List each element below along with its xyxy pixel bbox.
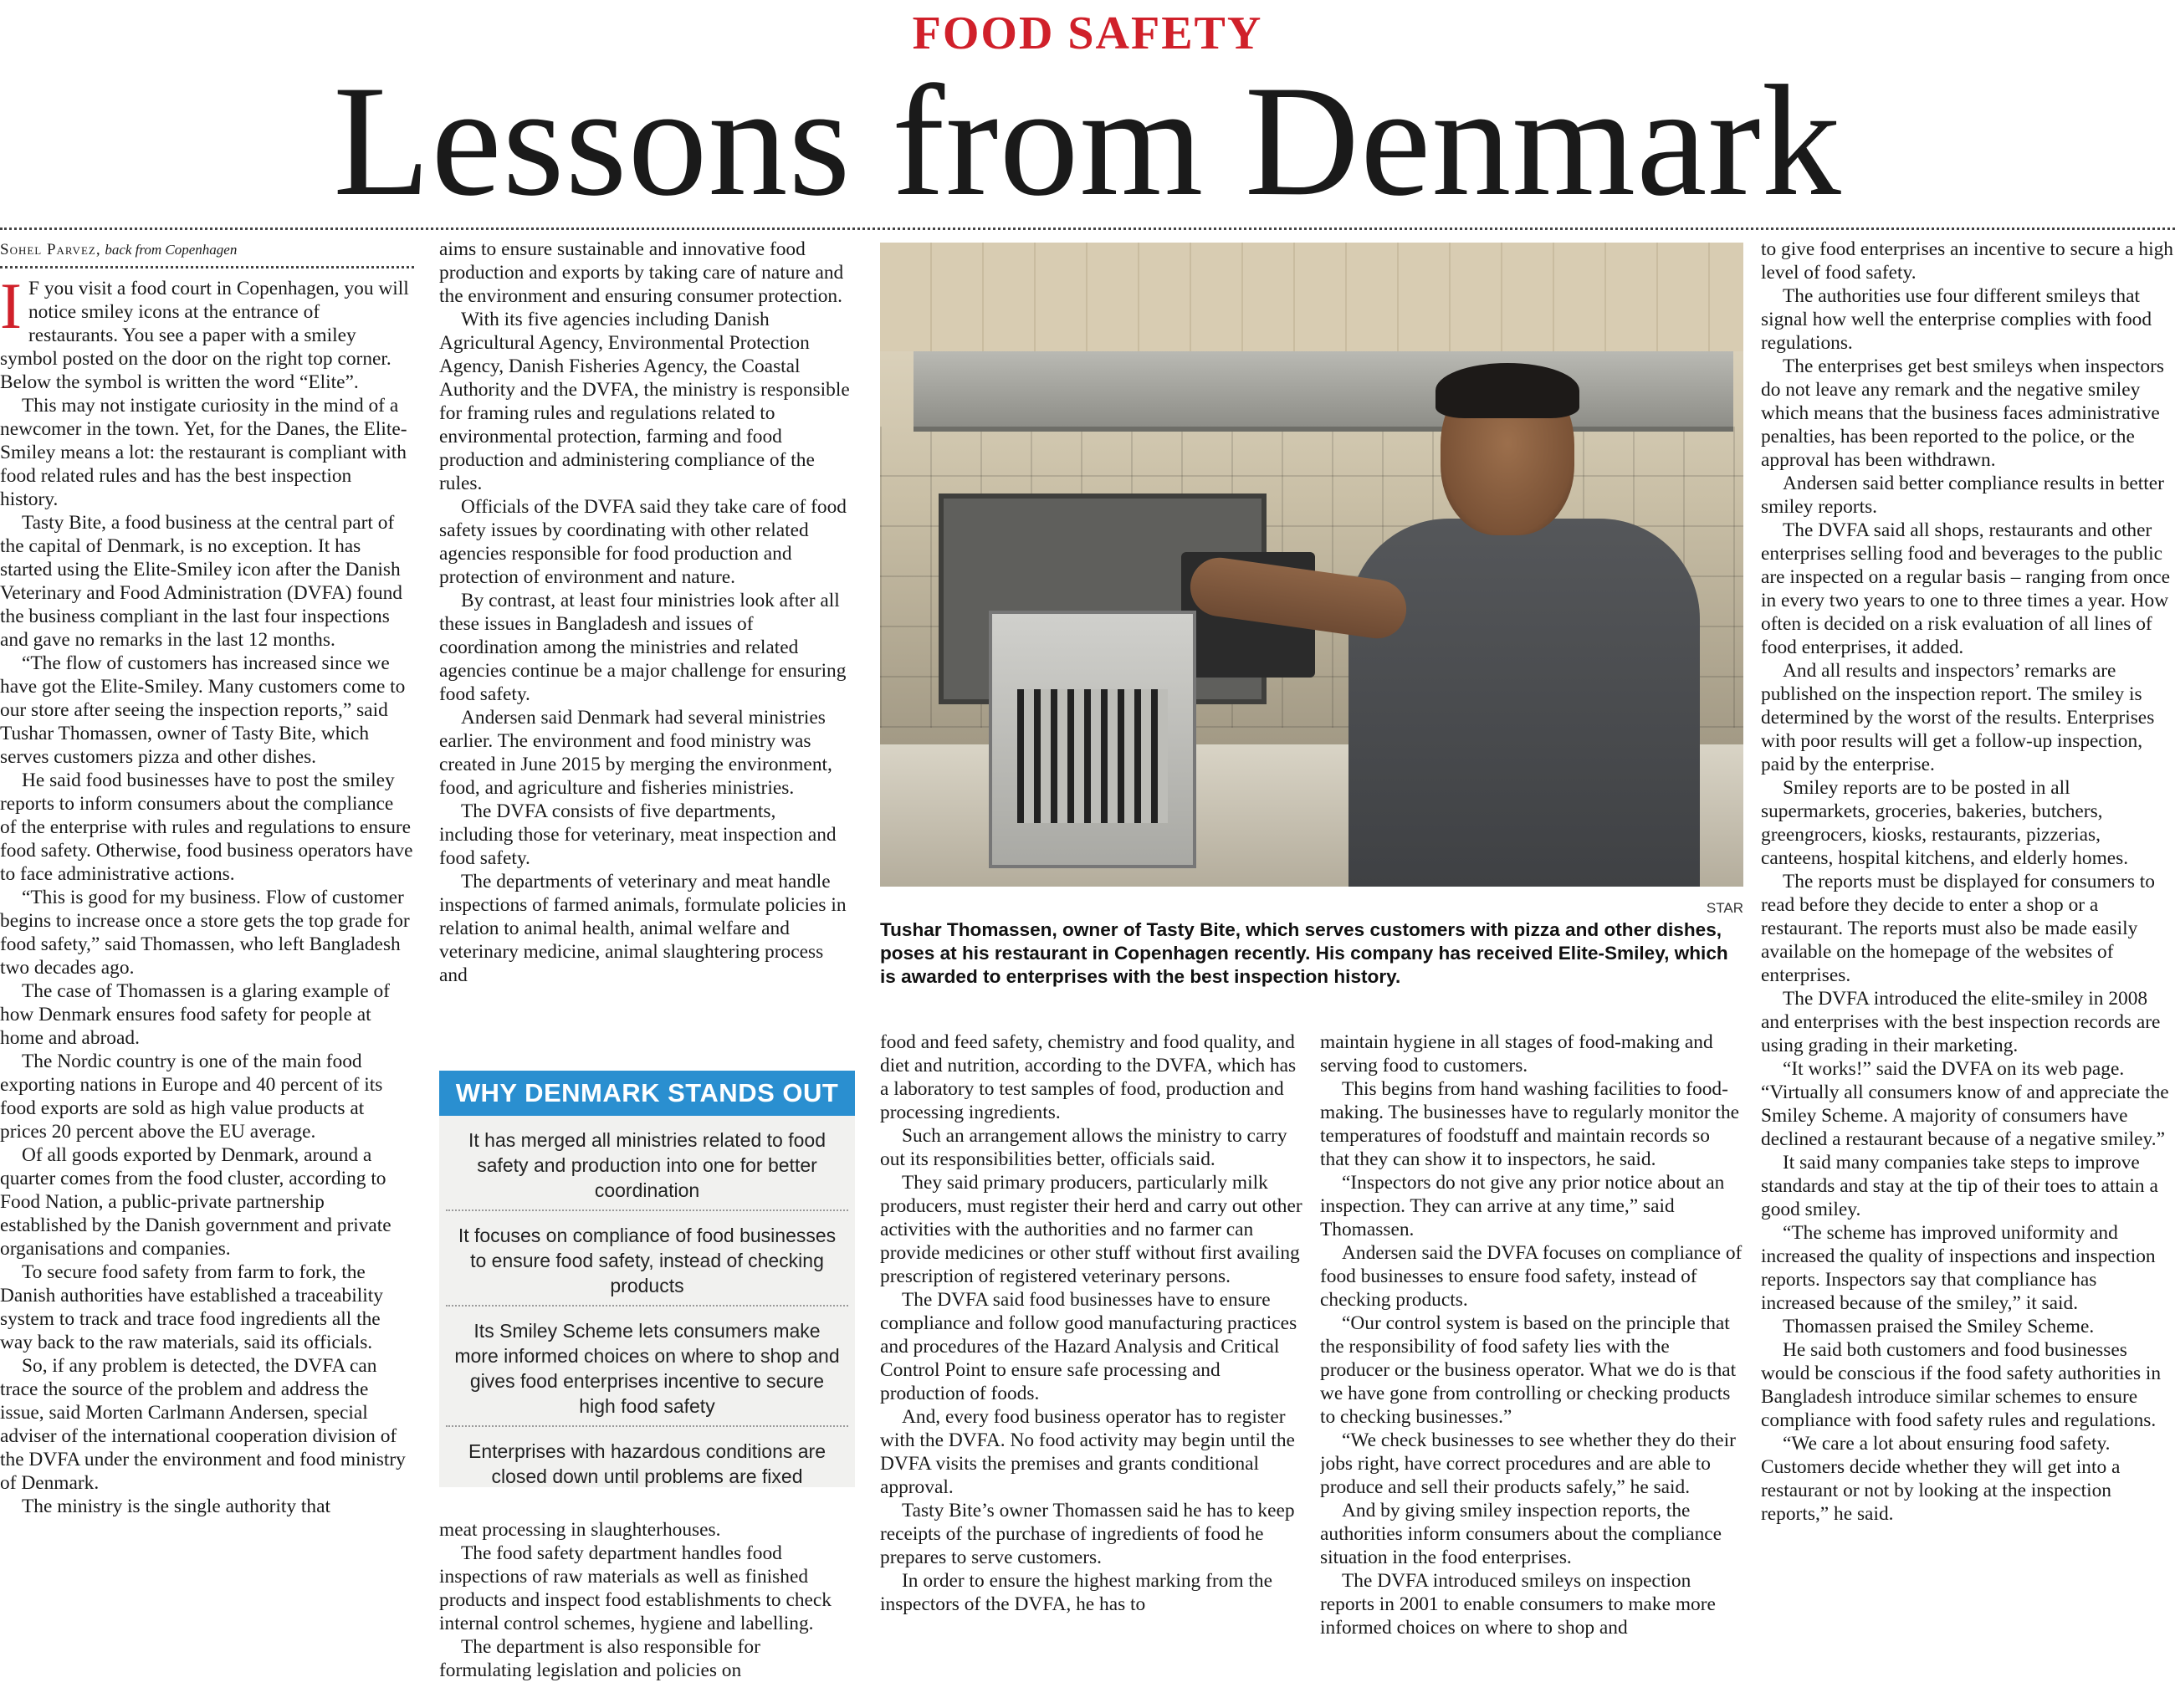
article-paragraph: The authorities use four different smileys that signal how well the enterprise complies with food regulations. — [1761, 285, 2152, 354]
sidebar-item: It has merged all ministries related to food safety and production into one for better coordination — [446, 1121, 848, 1211]
article-paragraph: And, every food business operator has to register with the DVFA. No food activity may begin until the DVFA visits the premises and grants conditional approval. — [880, 1406, 1295, 1498]
article-paragraph: To secure food safety from farm to fork, the Danish authorities have established a traceability system to track and trace food ingredients all the way back to the raw materials, said its officials. — [0, 1261, 383, 1353]
column-2-body — [439, 238, 853, 987]
article-paragraph: The DVFA consists of five departments, including those for veterinary, meat inspection and food safety. — [439, 800, 837, 869]
column-3 — [880, 1030, 1302, 1703]
article-paragraph: The case of Thomassen is a glaring example of how Denmark ensures food safety for people at home and abroad. — [0, 980, 390, 1049]
column-5 — [1761, 238, 2175, 1703]
article-paragraph: food and feed safety, chemistry and food quality, and diet and nutrition, according to the DVFA, which has a laboratory to test samples of food, production and processing ingredients. — [880, 1031, 1297, 1123]
section-kicker: FOOD SAFETY — [912, 8, 1263, 59]
article-paragraph: The departments of veterinary and meat handle inspections of farmed animals, formulate policies in relation to animal health, animal welfare and veterinary medicine, animal slaughtering process and — [439, 871, 847, 986]
article-paragraph: “This is good for my business. Flow of customer begins to increase once a store gets the top grade for food safety,” said Thomassen, who left Bangladesh two decades ago. — [0, 887, 410, 979]
article-paragraph: This begins from hand washing facilities to food-making. The businesses have to regularly monitor the temperatures of foodstuff and maintain records so that they can show it to inspectors, he said. — [1320, 1078, 1740, 1170]
why-denmark-sidebar — [439, 1071, 855, 1487]
article-paragraph: The ministry is the single authority that — [22, 1496, 330, 1517]
article-paragraph: “The scheme has improved uniformity and increased the quality of inspections and inspection reports. Inspectors say that compliance has increased because of the smiley,” it said. — [1761, 1222, 2156, 1314]
article-paragraph: This may not instigate curiosity in the mind of a newcomer in the town. Yet, for the Danes, the Elite-Smiley means a lot: the restaurant is compliant with food related rules and has the best inspection history. — [0, 395, 407, 510]
byline-name: Sohel Parvez, — [0, 241, 101, 258]
photo-wall — [880, 243, 1743, 351]
sidebar-item: Enterprises with hazardous conditions are closed down until problems are fixed — [468, 1440, 826, 1487]
sidebar-item: Its Smiley Scheme lets consumers make more informed choices on where to shop and gives food enterprises incentive to secure high food safety — [446, 1312, 848, 1427]
column-5-body — [1761, 238, 2175, 1526]
article-paragraph: “The flow of customers has increased since we have got the Elite-Smiley. Many customers come to our store after seeing the inspection reports,” said Tushar Thomassen, owner of Tasty Bite, which serves customers pizza and other dishes. — [0, 652, 406, 768]
article-paragraph: So, if any problem is detected, the DVFA can trace the source of the problem and address the issue, said Morten Carlmann Andersen, special adviser of the international cooperation division of the DVFA under the environment and food ministry of Denmark. — [0, 1355, 406, 1494]
column-2-bottom-body — [439, 1518, 853, 1682]
article-paragraph: In order to ensure the highest marking from the inspectors of the DVFA, he has to — [880, 1570, 1272, 1615]
article-paragraph: The DVFA introduced the elite-smiley in 2008 and enterprises with the best inspection records are using grading in their marketing. — [1761, 988, 2161, 1056]
restaurant-photo — [880, 243, 1743, 887]
article-paragraph: And all results and inspectors’ remarks are published on the inspection report. The smiley is determined by the worst of the results. Enterprises with poor results will get a follow-up inspection, paid by the enterprise. — [1761, 660, 2155, 775]
article-paragraph: He said food businesses have to post the smiley reports to inform consumers about the compliance of the enterprise with rules and regulations to ensure food safety. Otherwise, food business operators have to face administrative actions. — [0, 770, 413, 885]
article-paragraph: The DVFA introduced smileys on inspection reports in 2001 to enable consumers to make more informed choices on where to shop and — [1320, 1570, 1716, 1639]
photo-person — [1348, 368, 1700, 887]
byline-rule — [0, 266, 414, 268]
drop-cap: I — [0, 269, 22, 342]
article-paragraph: They said primary producers, particularly milk producers, must register their herd and carry out other activities with the authorities and no farmer can provide medicines or other stuff without first availing prescription of registered veterinary persons. — [880, 1172, 1302, 1287]
article-paragraph: Tasty Bite, a food business at the central part of the capital of Denmark, is no exception. It has started using the Elite-Smiley icon after the Danish Veterinary and Food Administration (DVFA) found the business compliant in the last four inspections and gave no remarks in the last 12 months. — [0, 512, 402, 651]
article-paragraph: The reports must be displayed for consumers to read before they decide to enter a shop or a restaurant. The reports must also be made easily available on the homepage of the websites of enterprises. — [1761, 871, 2155, 986]
article-paragraph: Andersen said better compliance results in better smiley reports. — [1761, 473, 2164, 518]
article-paragraph: And by giving smiley inspection reports, the authorities inform consumers about the compliance situation in the food enterprises. — [1320, 1500, 1722, 1568]
column-4-body — [1320, 1030, 1743, 1639]
photo-caption: Tushar Thomassen, owner of Tasty Bite, which serves customers with pizza and other dishes, poses at his restaurant in Copenhagen recently. His company has received Elite-Smiley, which is awarded to enterprises with the best inspection history. — [880, 919, 1728, 987]
article-paragraph: It said many companies take steps to improve standards and stay at the tip of their toes to attain a good smiley. — [1761, 1152, 2158, 1220]
headline: Lessons from Denmark — [333, 54, 1842, 229]
headline-rule — [0, 228, 2175, 230]
sidebar-title: WHY DENMARK STANDS OUT — [439, 1071, 855, 1116]
article-paragraph: I F you visit a food court in Copenhagen, you will notice smiley icons at the entrance of restaurants. You see a paper with a smiley symbol posted on the door on the right top corner. Below the symbol is written the word “Elite”. — [0, 269, 409, 393]
column-4 — [1320, 1030, 1743, 1703]
photo-pizza-machine — [989, 611, 1196, 868]
article-paragraph: “We care a lot about ensuring food safety. Customers decide whether they will get into a restaurant or not by looking at the inspection reports,” he said. — [1761, 1433, 2121, 1525]
article-paragraph: Andersen said Denmark had several ministries earlier. The environment and food ministry was created in June 2015 by merging the environment, food, and agriculture and fisheries ministries. — [439, 707, 832, 799]
article-paragraph: “It works!” said the DVFA on its web page. “Virtually all consumers know of and appreciate the Smiley Scheme. A majority of consumers have declined a restaurant because of a negative smiley.” — [1761, 1058, 2169, 1150]
article-paragraph: Thomassen praised the Smiley Scheme. — [1783, 1316, 2095, 1337]
article-paragraph: Andersen said the DVFA focuses on compliance of food businesses to ensure food safety, instead of checking products. — [1320, 1242, 1743, 1311]
article-paragraph: “Our control system is based on the principle that the responsibility of food safety lies with the producer or the business operator. What we do is that we have gone from controlling or checking products to checking businesses.” — [1320, 1312, 1737, 1428]
article-paragraph: The department is also responsible for formulating legislation and policies on — [439, 1636, 760, 1681]
article-paragraph: Such an arrangement allows the ministry to carry out its responsibilities better, officials said. — [880, 1125, 1287, 1170]
article-paragraph: Smiley reports are to be posted in all supermarkets, groceries, bakeries, butchers, greengrocers, kiosks, restaurants, pizzerias, canteens, hospital kitchens, and elderly homes. — [1761, 777, 2129, 869]
article-paragraph: meat processing in slaughterhouses. — [439, 1519, 721, 1541]
article-paragraph: Of all goods exported by Denmark, around a quarter comes from the food cluster, according to Food Nation, a public-private partnership established by the Danish government and private organisations and companies. — [0, 1144, 392, 1260]
sidebar-item: It focuses on compliance of food businesses to ensure food safety, instead of checking products — [446, 1216, 848, 1307]
article-paragraph: The enterprises get best smileys when inspectors do not leave any remark and the negative smiley which means that the business faces administrative penalties, has been reported to the police, or the approval has been withdrawn. — [1761, 355, 2165, 471]
article-paragraph: With its five agencies including Danish Agricultural Agency, Environmental Protection Agency, Danish Fisheries Agency, the Coastal Authority and the DVFA, the ministry is responsible for framing rules and regulations related to environmental protection, farming and food production and administering compliance of the rules. — [439, 309, 850, 494]
photo-credit: STAR — [1706, 900, 1743, 916]
article-paragraph: The food safety department handles food inspections of raw materials as well as finished products and inspect food establishments to check internal control schemes, hygiene and labelling. — [439, 1542, 832, 1634]
column-1 — [0, 238, 414, 1703]
article-paragraph: He said both customers and food businesses would be conscious if the food safety authorities in Bangladesh introduce similar schemes to ensure compliance with food safety rules and regulations. — [1761, 1339, 2162, 1431]
byline-location: back from Copenhagen — [105, 242, 238, 258]
article-paragraph: The DVFA said all shops, restaurants and other enterprises selling food and beverages to the public are inspected on a regular basis – ranging from once in every two years to one to three times a year. How often is decided on a risk evaluation of all lines of food enterprises, it added. — [1761, 519, 2171, 658]
article-paragraph: “We check businesses to see whether they do their jobs right, have correct procedures and are able to produce and sell their products safely,” he said. — [1320, 1429, 1736, 1498]
article-paragraph: The Nordic country is one of the main food exporting nations in Europe and 40 percent of its food exports are sold as high value products at prices 20 percent above the EU average. — [0, 1051, 383, 1143]
byline — [0, 238, 414, 263]
column-1-body — [0, 269, 414, 1518]
article-paragraph: By contrast, at least four ministries look after all these issues in Bangladesh and issues of coordination among the ministries and related agencies continue be a major challenge for ensuring food safety. — [439, 590, 847, 705]
article-paragraph: Officials of the DVFA said they take care of food safety issues by coordinating with other related agencies responsible for food production and protection of environment and nature. — [439, 496, 847, 588]
article-paragraph: aims to ensure sustainable and innovative food production and exports by taking care of nature and the environment and ensuring consumer protection. — [439, 238, 844, 307]
article-paragraph: maintain hygiene in all stages of food-making and serving food to customers. — [1320, 1031, 1713, 1076]
article-paragraph: The DVFA said food businesses have to ensure compliance and follow good manufacturing practices and procedures of the Hazard Analysis and Critical Control Point to ensure safe processing and production of foods. — [880, 1289, 1297, 1404]
column-2-continued — [439, 1518, 853, 1703]
column-3-body — [880, 1030, 1302, 1616]
article-paragraph: Tasty Bite’s owner Thomassen said he has to keep receipts of the purchase of ingredients of food he prepares to serve customers. — [880, 1500, 1295, 1568]
article-paragraph: “Inspectors do not give any prior notice about an inspection. They can arrive at any time,” said Thomassen. — [1320, 1172, 1725, 1240]
article-paragraph: to give food enterprises an incentive to secure a high level of food safety. — [1761, 238, 2173, 284]
